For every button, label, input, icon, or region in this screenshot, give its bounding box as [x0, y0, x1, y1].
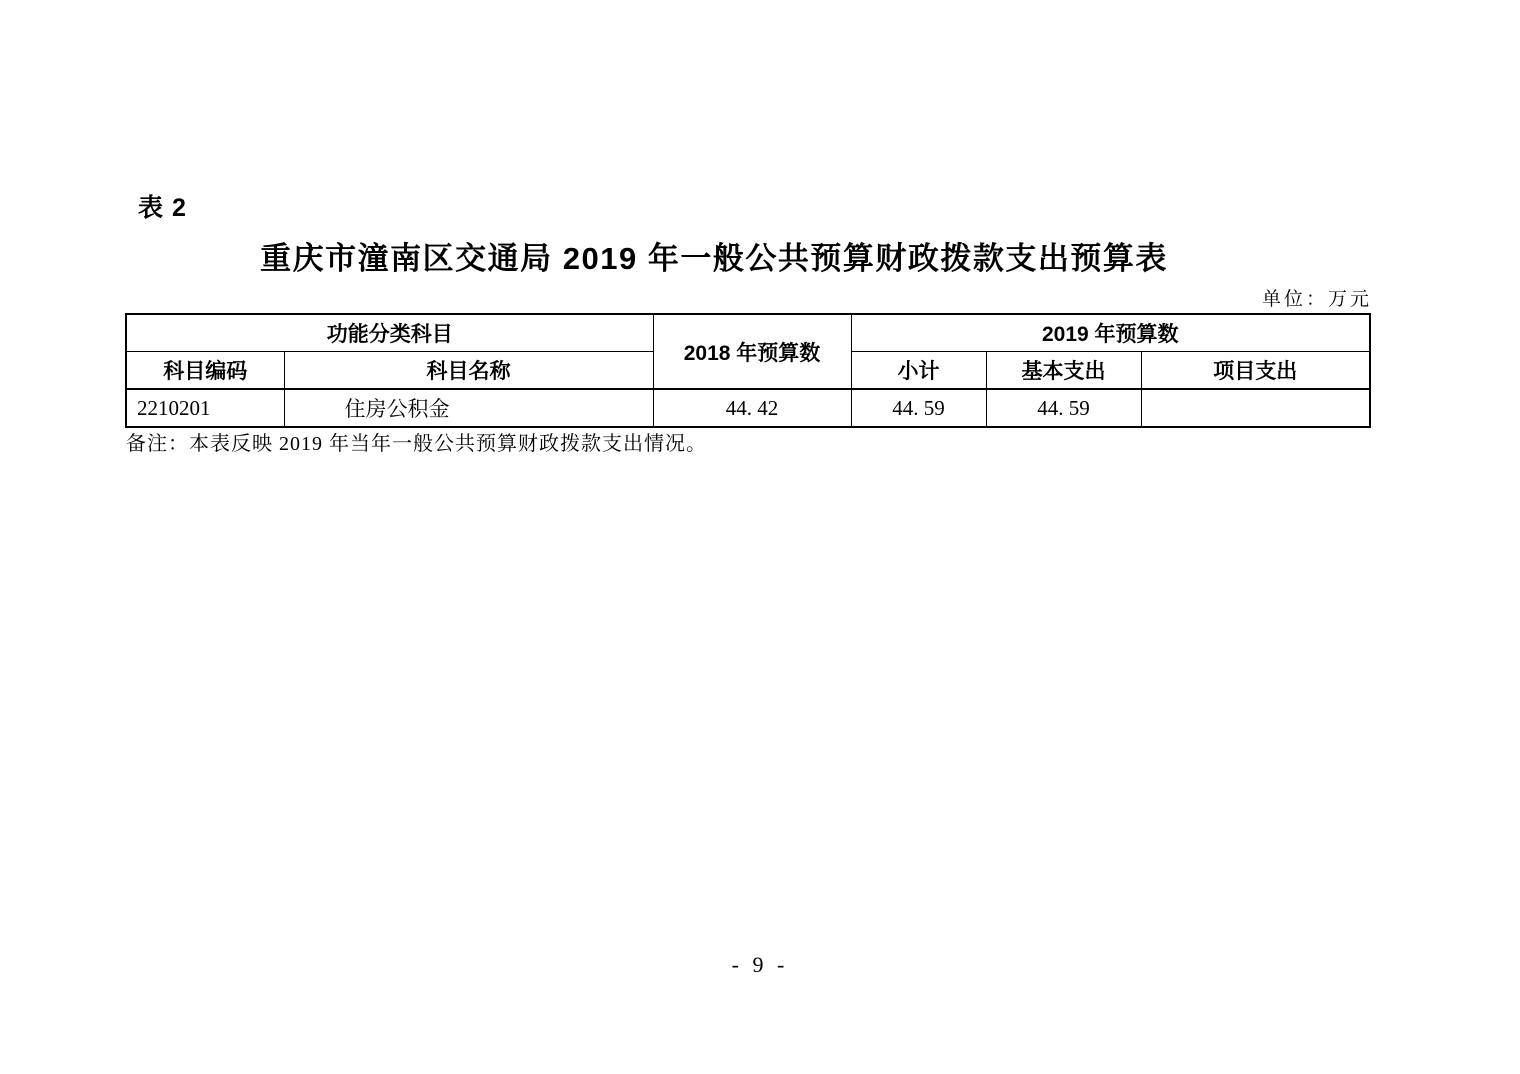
footnote: 备注：本表反映 2019 年当年一般公共预算财政拨款支出情况。 — [126, 433, 707, 455]
table-row — [126, 389, 1370, 427]
header-subtotal: 小计 — [851, 352, 986, 390]
cell-project-expenditure — [1141, 389, 1370, 427]
table-label: 表 2 — [138, 194, 187, 222]
header-project-expenditure: 项目支出 — [1141, 352, 1370, 390]
header-function-category: 功能分类科目 — [126, 314, 653, 352]
budget-table-body — [126, 389, 1370, 427]
cell-budget-2018: 44. 42 — [653, 389, 851, 427]
cell-subtotal: 44. 59 — [851, 389, 986, 427]
cell-subject-code: 2210201 — [126, 389, 284, 427]
header-subject-code: 科目编码 — [126, 352, 284, 390]
unit-note: 单位：万元 — [1261, 289, 1372, 310]
cell-subject-name: 住房公积金 — [284, 389, 653, 427]
page-number: - 9 - — [731, 952, 789, 977]
header-basic-expenditure: 基本支出 — [986, 352, 1141, 390]
header-budget-2019: 2019 年预算数 — [851, 314, 1370, 352]
page-title: 重庆市潼南区交通局 2019 年一般公共预算财政拨款支出预算表 — [260, 241, 1168, 276]
header-subject-name: 科目名称 — [284, 352, 653, 390]
cell-basic-expenditure: 44. 59 — [986, 389, 1141, 427]
header-budget-2018: 2018 年预算数 — [653, 314, 851, 389]
budget-table — [125, 313, 1371, 428]
budget-table-header — [126, 314, 1370, 389]
header-row-1 — [126, 314, 1370, 352]
